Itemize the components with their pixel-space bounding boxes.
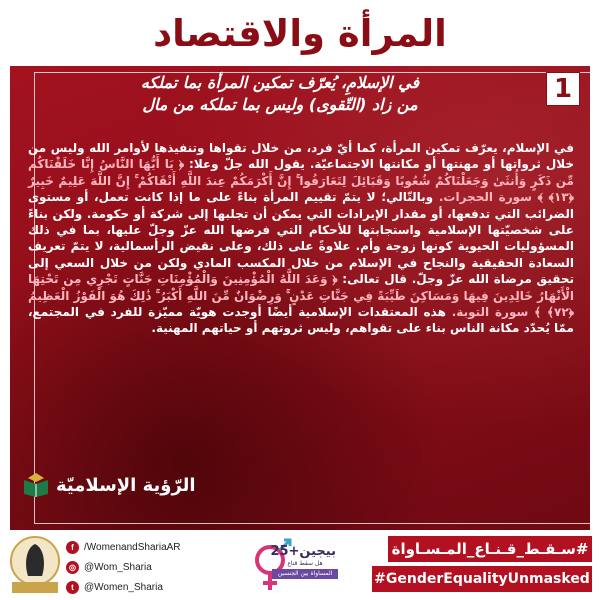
- heading-line-2: من زاد (التّقوى) وليس بما تملكه من مال: [142, 95, 418, 114]
- section-heading: [60, 72, 500, 116]
- quran-verse-2: ﴿ وَعَدَ اللَّهُ الْمُؤْمِنِينَ وَالْمُؤْمِنَاتِ جَنَّاتٍ تَجْرِي مِن تَحْتِهَا الْأَنْهَارُ خَالِدِينَ فِيهَا وَمَسَاكِنَ طَيِّبَةً فِي جَنَّاتِ عَدْنٍ ۚ وَرِضْوَانٌ مِّنَ اللَّهِ أَكْبَرُ ۚ ذَٰلِكَ هُوَ الْفَوْزُ الْعَظِيمُ ﴿٧٢﴾ ﴾: [28, 272, 574, 320]
- heading-line-1: في الإسلامِ، يُعرّف تمكين المرأة بما تملكه: [140, 73, 420, 92]
- verse-reference-1: سورة الحجرات.: [438, 190, 538, 205]
- social-facebook[interactable]: [66, 538, 236, 556]
- instagram-icon: ◎: [66, 561, 79, 574]
- social-twitter[interactable]: [66, 578, 236, 596]
- quran-book-icon: [22, 472, 50, 498]
- social-instagram[interactable]: [66, 558, 236, 576]
- facebook-icon: f: [66, 541, 79, 554]
- social-handle-twitter: @Women_Sharia: [84, 581, 163, 593]
- title-banner: [0, 0, 600, 66]
- body-paragraph: [28, 140, 574, 337]
- brand-mark: [22, 470, 196, 500]
- verse-reference-2: سورة التوبة.: [445, 305, 535, 320]
- page-title: المرأة والاقتصاد: [153, 11, 447, 55]
- hashtag-english[interactable]: #GenderEqualityUnmasked: [372, 566, 592, 592]
- center-logo-badge: المساواة بين الجنسين: [272, 569, 338, 579]
- center-logo-subtitle: هل سقط قناع: [287, 560, 323, 567]
- body-text-3: هذه المعتقدات الإسلامية أيضًا أوجدت هويّة مميّزة للفرد في المجتمع، ممّا يُحدّد مكانة الناس بناء على تقواهم، وليس ثروتهم أو حياتهم المهنية.: [28, 305, 574, 336]
- twitter-icon: t: [66, 581, 79, 594]
- content-panel: [10, 66, 590, 530]
- social-handle-facebook: /WomenandShariaAR: [84, 541, 181, 553]
- women-and-sharia-logo: [6, 534, 64, 596]
- body-text-2: وبالتّالي؛ لا يتمّ تقييم المرأة بناءً على ما إذا كانت تعمل، أو مستوى الضرائب التي تدفعها، أو مقدار الإيرادات التي يمكن أن تجلبها إلى شركة أو حكومة. ولكن بناءً على شخصيّتها الإسلامية واستجابتها للأحكام التي فرضها الله عزّ وجلّ عليها، بما في ذلك المسؤوليات الحيوية كونها زوجة وأم. علاوةً على ذلك، وعلى نقيض الرأسمالية، لا يتمّ تعريف السعادة الحقيقية والنجاح في الإسلام من خلال المكسب المادي ولكن من خلال السعي إلى تحقيق مرضاة الله عزّ وجلّ. قال تعالى:: [28, 190, 575, 287]
- body-text-1: في الإسلام، يعرّف تمكين المرأة، كما أيّ فرد، من خلال تقواها وتنفيذها لأوامر الله وليس من خلال ثرواتها أو مهنتها أو مكانتها الاجتماعيّة. يقول الله جلّ وعلا:: [28, 141, 574, 172]
- center-logo-title: بيجين+25: [270, 544, 336, 559]
- hashtag-arabic[interactable]: #سـقـط_قـنـاع_المـسـاواة: [388, 536, 592, 562]
- social-handle-instagram: @Wom_Sharia: [84, 561, 152, 573]
- section-number: 1: [546, 72, 580, 106]
- footer: [0, 530, 600, 600]
- brand-label: الرّؤية الإسلاميّة: [56, 474, 196, 496]
- quran-verse-1: ﴿ يَا أَيُّهَا النَّاسُ إِنَّا خَلَقْنَاكُم مِّن ذَكَرٍ وَأُنثَىٰ وَجَعَلْنَاكُمْ شُعُوبًا وَقَبَائِلَ لِتَعَارَفُوا ۚ إِنَّ أَكْرَمَكُمْ عِندَ اللَّهِ أَتْقَاكُمْ ۚ إِنَّ اللَّهَ عَلِيمٌ خَبِيرٌ ﴿١٣﴾ ﴾: [28, 157, 574, 205]
